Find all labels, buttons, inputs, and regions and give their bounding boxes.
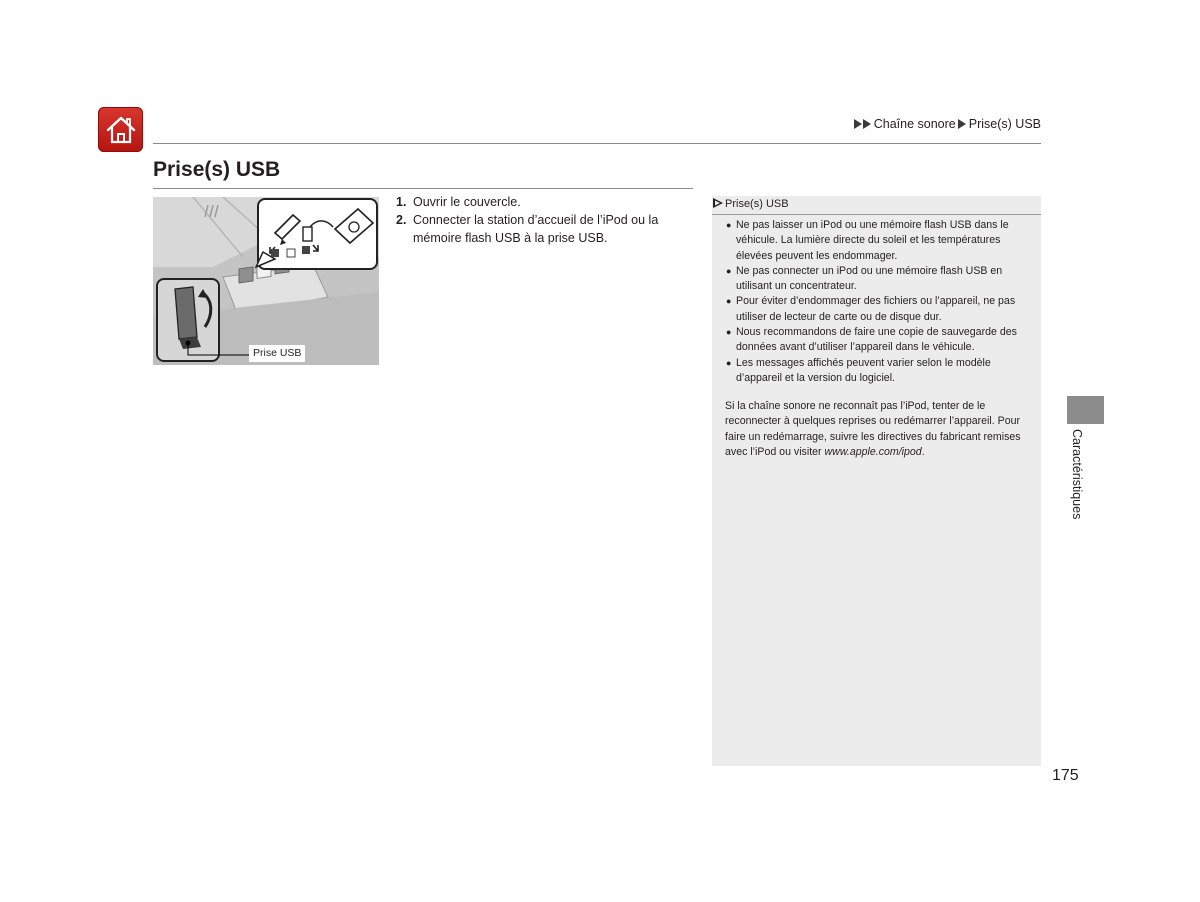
step-item bbox=[396, 211, 688, 247]
bullet-icon: ● bbox=[726, 296, 732, 307]
list-item bbox=[726, 264, 1031, 295]
step-text: Ouvrir le couvercle. bbox=[413, 195, 521, 209]
console-drawing bbox=[153, 197, 379, 365]
sidebar-paragraph bbox=[725, 399, 1033, 460]
page-title: Prise(s) USB bbox=[153, 158, 281, 181]
step-item bbox=[396, 193, 688, 211]
breadcrumb-arrow-icon bbox=[958, 119, 966, 129]
reference-arrow-icon bbox=[713, 198, 723, 208]
step-text: Connecter la station d’accueil de l’iPod ou la mémoire flash USB à la prise USB. bbox=[413, 213, 659, 245]
page-number: 175 bbox=[1052, 767, 1079, 784]
header-divider bbox=[153, 143, 1041, 144]
list-item bbox=[726, 325, 1031, 356]
instruction-steps bbox=[396, 193, 688, 247]
usb-port-callout-label: Prise USB bbox=[253, 347, 302, 359]
usb-port-illustration bbox=[153, 197, 379, 365]
bullet-text: Ne pas connecter un iPod ou une mémoire flash USB en utilisant un concentrateur. bbox=[736, 264, 1003, 293]
section-tab-marker[interactable] bbox=[1067, 396, 1104, 424]
sidebar-bullet-list bbox=[726, 218, 1031, 386]
title-divider bbox=[153, 188, 693, 189]
home-icon bbox=[105, 115, 137, 145]
breadcrumb-arrow-icon bbox=[854, 119, 862, 129]
list-item bbox=[726, 356, 1031, 387]
step-number: 1. bbox=[396, 195, 407, 209]
bullet-text: Pour éviter d’endommager des fichiers ou l’appareil, ne pas utiliser de lecteur de carte ou de disque dur. bbox=[736, 295, 1016, 323]
bullet-icon: ● bbox=[726, 327, 732, 338]
home-button[interactable] bbox=[98, 107, 143, 152]
paragraph-end: . bbox=[921, 445, 925, 458]
bullet-text: Les messages affichés peuvent varier selon le modèle d’appareil et la version du logiciel. bbox=[736, 356, 991, 384]
list-item bbox=[726, 218, 1031, 264]
paragraph-text: Si la chaîne sonore ne reconnaît pas l’iPod, tenter de le reconnecter à quelques reprises ou redémarrer l’appareil. Pour faire un redémarrage, suivre les directives du fabricant remises avec l’iPod ou visiter bbox=[725, 400, 1021, 458]
step-number: 2. bbox=[396, 213, 407, 227]
breadcrumb-link-chaine-sonore[interactable]: Chaîne sonore bbox=[873, 117, 956, 131]
section-tab-label: Caractéristiques bbox=[1070, 429, 1084, 520]
notes-sidebar bbox=[712, 196, 1041, 766]
breadcrumb-arrow-icon bbox=[863, 119, 871, 129]
bullet-icon: ● bbox=[726, 220, 732, 230]
breadcrumb bbox=[854, 117, 1041, 131]
apple-link[interactable]: www.apple.com/ipod bbox=[824, 445, 922, 458]
bullet-icon: ● bbox=[726, 265, 732, 276]
bullet-icon: ● bbox=[726, 357, 732, 368]
breadcrumb-link-prise-usb[interactable]: Prise(s) USB bbox=[968, 117, 1041, 131]
bullet-text: Ne pas laisser un iPod ou une mémoire flash USB dans le véhicule. La lumière directe du soleil et les températures élevées peuvent les endommager. bbox=[736, 219, 1009, 262]
sidebar-header bbox=[712, 196, 1041, 215]
list-item bbox=[726, 294, 1031, 325]
bullet-text: Nous recommandons de faire une copie de sauvegarde des données avant d’utiliser l’appareil dans le véhicule. bbox=[736, 326, 1017, 354]
sidebar-title: Prise(s) USB bbox=[725, 198, 789, 210]
